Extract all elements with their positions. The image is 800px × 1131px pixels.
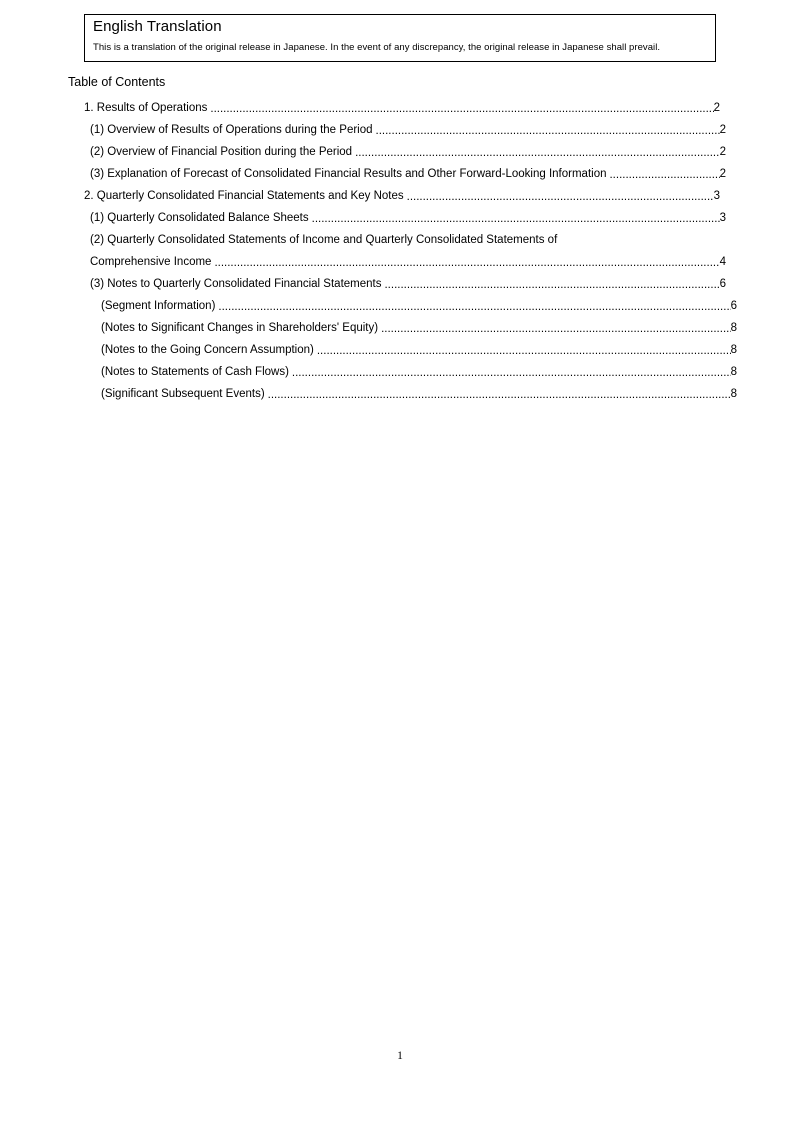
toc-entry-label: (Notes to Statements of Cash Flows) [101,366,289,378]
toc-entry-page: 2 [719,168,726,180]
toc-entry-label: (1) Quarterly Consolidated Balance Sheets [90,212,309,224]
toc-leader-dots [218,301,730,314]
toc-leader-dots [381,323,731,336]
toc-entry[interactable] [84,94,720,116]
toc-entry[interactable] [90,270,726,292]
toc-entry-label: (3) Notes to Quarterly Consolidated Financial Statements [90,278,382,290]
toc-entry-page: 2 [719,124,726,136]
table-of-contents-heading: Table of Contents [68,75,166,89]
toc-entry[interactable] [101,336,737,358]
notice-subtitle: This is a translation of the original release in Japanese. In the event of any discrepancy, the original release in Japanese shall prevail. [93,42,661,53]
toc-entry-label: 1. Results of Operations [84,102,208,114]
toc-entry-page: 3 [719,212,726,224]
toc-entry-label: (Notes to the Going Concern Assumption) [101,344,314,356]
table-of-contents [0,94,800,402]
toc-entry-page: 8 [730,388,737,400]
toc-entry[interactable] [90,160,726,182]
toc-entry-label: Comprehensive Income [90,256,212,268]
toc-leader-dots [268,389,731,402]
toc-entry-page: 8 [730,322,737,334]
toc-entry-label: (2) Overview of Financial Position during the Period [90,146,353,158]
toc-entry-label: (Notes to Significant Changes in Shareholders' Equity) [101,322,379,334]
toc-entry-label: (3) Explanation of Forecast of Consolidated Financial Results and Other Forward-Looking Information [90,168,607,180]
toc-entry-page: 6 [719,278,726,290]
toc-entry[interactable] [101,358,737,380]
toc-leader-dots [292,367,731,380]
toc-entry-page: 2 [713,102,720,114]
toc-leader-dots [355,147,720,160]
toc-leader-dots [609,169,719,182]
toc-entry-page: 3 [713,190,720,202]
toc-entry-page: 8 [730,366,737,378]
toc-leader-dots [210,103,713,116]
toc-leader-dots [312,213,720,226]
toc-leader-dots [376,125,720,138]
toc-entry-page: 8 [730,344,737,356]
toc-entry-page: 2 [719,146,726,158]
toc-entry-label: (1) Overview of Results of Operations during the Period [90,124,373,136]
toc-entry-page: 4 [719,256,726,268]
toc-entry[interactable] [101,314,737,336]
page-number: 1 [397,1050,403,1062]
toc-entry-label: (2) Quarterly Consolidated Statements of Income and Quarterly Consolidated Statements of [90,234,558,246]
english-translation-notice [84,14,716,62]
toc-entry[interactable] [90,204,726,226]
toc-leader-dots [384,279,719,292]
toc-entry[interactable] [84,182,720,204]
toc-entry[interactable] [90,116,726,138]
toc-leader-dots [317,345,731,358]
toc-entry[interactable] [101,292,737,314]
toc-entry-page: 6 [730,300,737,312]
toc-entry[interactable] [90,248,726,270]
toc-leader-dots [214,257,719,270]
toc-entry[interactable] [90,138,726,160]
toc-entry-label: (Segment Information) [101,300,216,312]
toc-entry-label: (Significant Subsequent Events) [101,388,265,400]
notice-title: English Translation [93,18,222,35]
toc-entry-label: 2. Quarterly Consolidated Financial Statements and Key Notes [84,190,404,202]
toc-entry[interactable] [101,380,737,402]
toc-entry[interactable] [90,226,726,248]
toc-leader-dots [407,191,714,204]
